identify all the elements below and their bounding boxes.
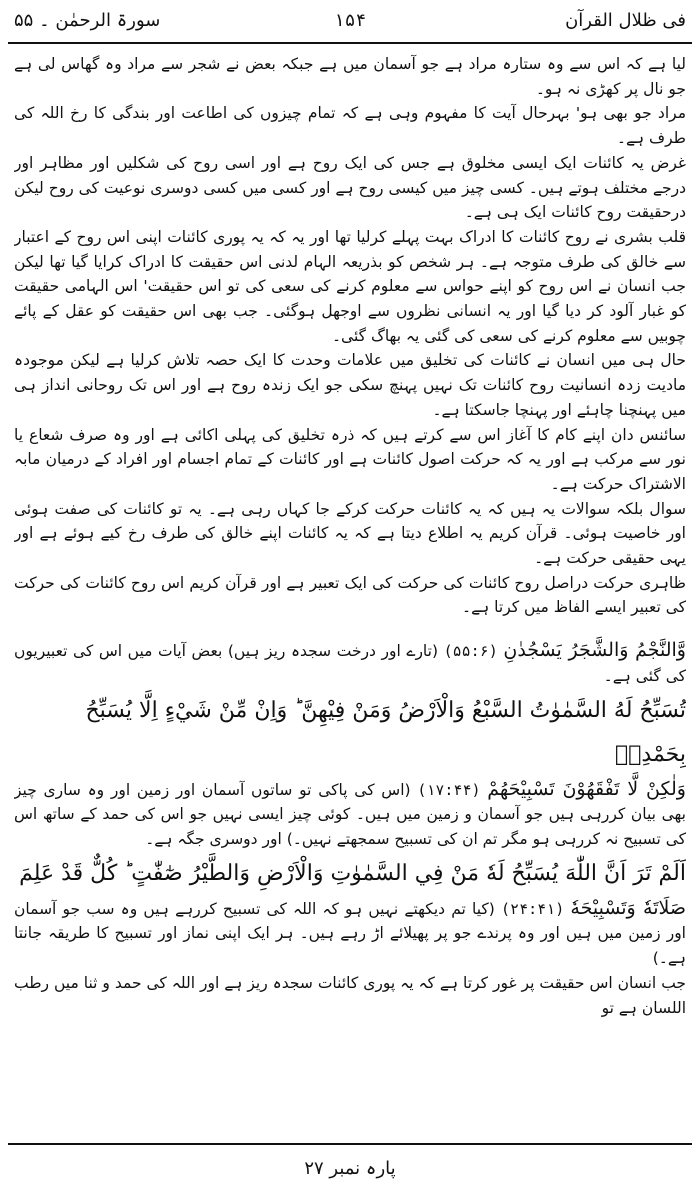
- footer-rule: [8, 1143, 692, 1145]
- book-title: فی ظلال القرآن: [565, 9, 686, 31]
- verse-reference: (۵۵:۶): [443, 642, 498, 661]
- verse-arabic-line: تُسَبِّحُ لَهُ السَّمٰوٰتُ السَّبْعُ وَالْاَرْضُ وَمَنْ فِيْهِنَّ ؕ وَاِنْ مِّنْ شَيْءٍ اِلَّا يُسَبِّحُ بِحَمْدِهٖ: [85, 697, 686, 767]
- paragraph: لیا ہے کہ اس سے وہ ستارہ مراد ہے جو آسمان میں ہے جبکہ بعض نے شجر سے مراد وہ گھاس لی ہے جو نال پر کھڑی نہ ہو۔: [14, 55, 686, 98]
- paragraph: قلب بشری نے روح کائنات کا ادراک بہت پہلے کرلیا تھا اور یہ کہ یہ پوری کائنات اپنی اس روح کے اعتبار سے خالق کی طرف متوجہ ہے۔ ہر شخص کو بذریعہ الہام لدنی اس حقیقت کا ادراک کرایا گیا تھا لیکن جب انسان نے اس روح کو اپنے حواس سے معلوم کرنے کی سعی کی تو اس حقیقت' اس الہامی حقیقت کو غبار آلود کر دیا گیا اور یہ انسانی نظروں سے اوجھل ہوگئی۔ جب بھی اس حقیقت کو عقل کے پائے چوبیں سے معلوم کرنے کی سعی کی گئی یہ بھاگ گئی۔: [14, 227, 686, 345]
- verse-translation: (کیا تم دیکھتے نہیں ہو کہ اللہ کی تسبیح کررہے ہیں وہ سب جو آسمان اور زمین میں ہیں اور وہ پرندے جو پر پھیلائے اڑ رہے ہیں۔ ہر ایک اپنی نماز اور تسبیح کا طریقہ جانتا ہے۔): [14, 899, 686, 968]
- verse-translation: (اس کی پاکی تو ساتوں آسمان اور زمین اور وہ ساری چیز بھی بیان کررہی ہیں جو آسمان و زمین میں ہیں۔ کوئی چیز ایسی نہیں جو اس کی حمد کے ساتھ اس کی تسبیح نہ کررہی ہو مگر تم ان کی تسبیح سمجھتے نہیں۔) اور دوسری جگہ ہے۔: [14, 780, 686, 848]
- spacer: [14, 620, 686, 638]
- verse-arabic: وَّالنَّجْمُ وَالشَّجَرُ يَسْجُدٰنِ: [503, 639, 686, 662]
- para-label: پارہ نمبر ۲۷: [304, 1158, 396, 1179]
- paragraph: غرض یہ کائنات ایک ایسی مخلوق ہے جس کی ایک روح ہے اور اسی روح کی شکلیں اور مظاہر اور درجے مختلف ہوتے ہیں۔ کسی چیز میں کیسی روح ہے اور کسی میں کسی دوسری نوعیت کی روح لیکن درحقیقت روح کائنات ایک ہی ہے۔: [14, 153, 686, 222]
- verse-reference: (۱۷:۴۴): [417, 780, 481, 799]
- verse-arabic-line: اَلَمْ تَرَ اَنَّ اللّٰهَ يُسَبِّحُ لَهٗ مَنْ فِي السَّمٰوٰتِ وَالْاَرْضِ وَالطَّيْرُ صٰٓفّٰتٍ ؕ كُلٌّ قَدْ عَلِمَ: [19, 860, 686, 886]
- verse-block-2: [14, 777, 686, 852]
- verse-reference: (۲۴:۴۱): [501, 899, 565, 918]
- verse-arabic: صَلَاتَهٗ وَتَسْبِيْحَهٗ: [570, 896, 686, 919]
- page-body: [14, 52, 686, 1138]
- paragraph: سائنس دان اپنے کام کا آغاز اس سے کرتے ہیں کہ ذرہ تخلیق کی پہلی اکائی ہے اور وہ صرف شعاع یا نور سے مرکب ہے اور یہ کہ حرکت اصول کائنات ہے اور کائنات کے تمام اجسام اور افراد کے درمیان مابہ الاشتراک حرکت ہے۔: [14, 425, 686, 493]
- page-number: ۱۵۴: [333, 9, 367, 31]
- closing-paragraph: جب انسان اس حقیقت پر غور کرتا ہے کہ یہ پوری کائنات سجدہ ریز ہے اور اللہ کی حمد و ثنا میں رطب اللسان ہے تو: [14, 973, 686, 1017]
- verse-translation: (تارے اور درخت سجدہ ریز ہیں) بعض آیات میں اس کی تعبیریوں کی گئی ہے۔: [14, 642, 686, 685]
- verse-arabic: وَلٰكِنْ لَّا تَفْقَهُوْنَ تَسْبِيْحَهُمْ: [487, 777, 686, 800]
- page-header: [8, 0, 692, 40]
- verse-block-1: [14, 638, 686, 688]
- paragraph: حال ہی میں انسان نے کائنات کی تخلیق میں علامات وحدت کا ایک حصہ تلاش کرلیا ہے لیکن موجودہ مادیت زدہ انسانیت روح کائنات تک نہیں پہنچ سکی جو ایک زندہ روح ہے اور اس تک روحانی انداز ہی میں پہنچنا چاہئے اور پہنچا جاسکتا ہے۔: [14, 351, 686, 419]
- paragraph: ظاہری حرکت دراصل روح کائنات کی حرکت کی ایک تعبیر ہے اور قرآن کریم اس روح کائنات کی حرکت کی تعبیر ایسے الفاظ میں کرتا ہے۔: [14, 573, 686, 617]
- header-rule: [8, 42, 692, 44]
- surah-label: سورۃ الرحمٰن ۔ ۵۵: [14, 9, 161, 31]
- paragraph: سوال بلکہ سوالات یہ ہیں کہ یہ کائنات حرکت کرکے جا کہاں رہی ہے۔ یہ تو کائنات کی صفت ہوئی اور خاصیت ہوئی۔ قرآن کریم یہ اطلاع دیتا ہے کہ یہ کائنات اپنے خالق کی طرف رخ کیے ہوئے ہے اور یہی حقیقی حرکت ہے۔: [14, 499, 686, 568]
- paragraph: مراد جو بھی ہو' بہرحال آیت کا مفہوم وہی ہے کہ تمام چیزوں کی اطاعت اور بندگی کا رخ اللہ کی طرف ہے۔: [14, 104, 686, 148]
- verse-block-3: [14, 896, 686, 971]
